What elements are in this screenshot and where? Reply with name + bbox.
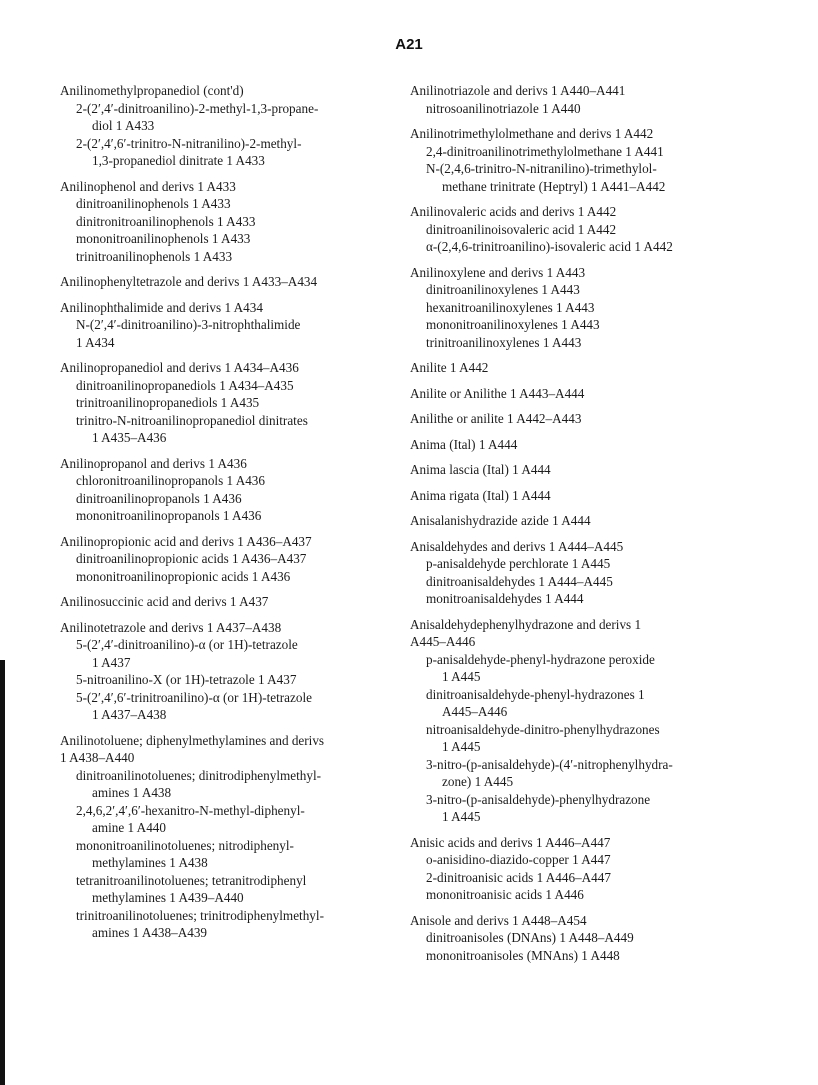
index-subentry-line: 1 A445	[442, 739, 481, 754]
index-subentry-line: methylamines 1 A438	[92, 855, 208, 870]
index-subentry-line: hexanitroanilinoxylenes 1 A443	[426, 299, 595, 315]
index-heading-line: Anilinopropanol and derivs 1 A436	[60, 455, 247, 471]
index-entry	[410, 461, 805, 479]
index-subentry-line: N-(2,4,6-trinitro-N-nitranilino)-trimethylol-	[426, 161, 657, 176]
index-subentry-line: amines 1 A438	[92, 785, 172, 800]
index-heading-line: Anilinoxylene and derivs 1 A443	[410, 264, 586, 280]
index-heading-line: Anilite or Anilithe 1 A443–A444	[410, 385, 585, 401]
index-subentry-line: trinitroanilinoxylenes 1 A443	[426, 334, 582, 350]
index-entry	[60, 178, 395, 266]
index-subentry-line: 1 A445	[442, 669, 481, 684]
index-entry	[410, 487, 805, 505]
index-subentry-line: o-anisidino-diazido-copper 1 A447	[426, 852, 611, 867]
index-subentry-line: dinitroanilinotoluenes; dinitrodiphenylmethyl-	[76, 767, 322, 783]
index-heading-line: Anilinovaleric acids and derivs 1 A442	[410, 204, 617, 219]
index-entry	[60, 593, 395, 611]
index-subentry-line: amine 1 A440	[92, 820, 166, 835]
index-entry	[60, 82, 395, 170]
index-entry	[410, 538, 805, 608]
index-subentry-line: 5-(2′,4′,6′-trinitroanilino)-α (or 1H)-tetrazole	[76, 689, 313, 705]
index-heading-line: Anilinotoluene; diphenylmethylamines and derivs	[60, 732, 325, 748]
index-subentry-line: 1 A437–A438	[92, 707, 167, 722]
index-entry	[410, 616, 805, 826]
index-entry	[60, 299, 395, 352]
index-entry	[410, 385, 805, 403]
index-heading-line: Anilinotriazole and derivs 1 A440–A441	[410, 83, 626, 98]
index-subentry-line: zone) 1 A445	[442, 774, 514, 789]
index-heading-line: Anilinophenyltetrazole and derivs 1 A433–A434	[60, 274, 318, 289]
index-subentry-line: 5-(2′,4′-dinitroanilino)-α (or 1H)-tetrazole	[76, 637, 298, 652]
index-subentry-line: nitroanisaldehyde-dinitro-phenylhydrazones	[426, 721, 660, 737]
index-heading-line: 1 A438–A440	[60, 750, 135, 765]
index-entry	[410, 359, 805, 377]
index-heading-line: Anilite 1 A442	[410, 360, 489, 375]
index-entry	[410, 912, 805, 965]
index-subentry-line: monitroanisaldehydes 1 A444	[426, 591, 584, 606]
index-subentry-line: methylamines 1 A439–A440	[92, 890, 244, 905]
index-entry	[410, 125, 805, 195]
left-index-column	[60, 82, 395, 950]
index-entry	[410, 512, 805, 530]
index-heading-line: Anisaldehydephenylhydrazone and derivs 1	[410, 616, 642, 632]
index-subentry-line: p-anisaldehyde-phenyl-hydrazone peroxide	[426, 651, 655, 667]
index-subentry-line: trinitroanilinopropanediols 1 A435	[76, 395, 260, 410]
index-subentry-line: trinitro-N-nitroanilinopropanediol dinitrates	[76, 412, 308, 428]
index-heading-line: Anilinomethylpropanediol (cont'd)	[60, 83, 244, 98]
index-heading-line: Anima (Ital) 1 A444	[410, 436, 518, 452]
index-entry	[60, 619, 395, 724]
index-entry	[410, 264, 805, 352]
index-subentry-line: trinitroanilinophenols 1 A433	[76, 248, 233, 264]
index-subentry-line: dinitroanilinoxylenes 1 A443	[426, 282, 580, 297]
index-subentry-line: mononitroanisic acids 1 A446	[426, 887, 584, 902]
index-entry	[60, 359, 395, 447]
index-entry	[410, 834, 805, 904]
index-subentry-line: 1,3-propanediol dinitrate 1 A433	[92, 153, 265, 168]
index-heading-line: Anisaldehydes and derivs 1 A444–A445	[410, 538, 624, 554]
index-subentry-line: diol 1 A433	[92, 118, 155, 133]
index-subentry-line: A445–A446	[442, 704, 508, 719]
index-heading-line: Anima rigata (Ital) 1 A444	[410, 487, 551, 503]
index-subentry-line: 2-dinitroanisic acids 1 A446–A447	[426, 869, 611, 885]
index-subentry-line: mononitroanilinopropionic acids 1 A436	[76, 568, 291, 584]
index-subentry-line: dinitroanilinopropanols 1 A436	[76, 490, 242, 506]
index-subentry-line: amines 1 A438–A439	[92, 925, 208, 940]
index-subentry-line: 5-nitroanilino-X (or 1H)-tetrazole 1 A437	[76, 672, 297, 687]
index-subentry-line: nitrosoanilinotriazole 1 A440	[426, 100, 581, 116]
index-heading-line: Anilinotrimethylolmethane and derivs 1 A442	[410, 126, 654, 141]
index-subentry-line: dinitroanisaldehyde-phenyl-hydrazones 1	[426, 686, 645, 702]
index-entry	[60, 455, 395, 525]
index-subentry-line: dinitronitroanilinophenols 1 A433	[76, 213, 256, 229]
index-heading-line: Anilinopropanediol and derivs 1 A434–A436	[60, 360, 299, 375]
right-index-column	[410, 82, 805, 972]
scan-edge-shadow	[0, 660, 5, 1085]
page-number-heading: A21	[395, 36, 423, 53]
index-subentry-line: dinitroanilinoisovaleric acid 1 A442	[426, 221, 617, 237]
index-subentry-line: chloronitroanilinopropanols 1 A436	[76, 473, 265, 488]
index-subentry-line: dinitroanilinophenols 1 A433	[76, 196, 231, 211]
index-subentry-line: dinitroanisaldehydes 1 A444–A445	[426, 573, 613, 589]
index-entry	[410, 436, 805, 454]
index-entry	[410, 82, 805, 117]
index-subentry-line: N-(2′,4′-dinitroanilino)-3-nitrophthalimide	[76, 317, 301, 332]
index-subentry-line: 1 A434	[76, 334, 115, 350]
index-subentry-line: 2,4,6,2′,4′,6′-hexanitro-N-methyl-diphenyl-	[76, 802, 305, 818]
index-heading-line: A445–A446	[410, 634, 476, 649]
index-subentry-line: trinitroanilinotoluenes; trinitrodiphenylmethyl-	[76, 907, 324, 923]
index-subentry-line: p-anisaldehyde perchlorate 1 A445	[426, 556, 611, 571]
index-subentry-line: mononitroanilinophenols 1 A433	[76, 231, 251, 246]
index-subentry-line: 1 A445	[442, 809, 481, 824]
index-subentry-line: tetranitroanilinotoluenes; tetranitrodiphenyl	[76, 872, 307, 888]
index-subentry-line: dinitroanilinopropanediols 1 A434–A435	[76, 377, 294, 393]
index-heading-line: Anilinophenol and derivs 1 A433	[60, 178, 236, 194]
index-heading-line: Anisic acids and derivs 1 A446–A447	[410, 834, 611, 850]
index-heading-line: Anilinosuccinic acid and derivs 1 A437	[60, 594, 269, 609]
index-subentry-line: mononitroanisoles (MNAns) 1 A448	[426, 947, 620, 963]
index-subentry-line: 1 A435–A436	[92, 430, 167, 445]
index-heading-line: Anilinopropionic acid and derivs 1 A436–A437	[60, 533, 312, 549]
index-subentry-line: 3-nitro-(p-anisaldehyde)-phenylhydrazone	[426, 791, 651, 807]
index-subentry-line: 2,4-dinitroanilinotrimethylolmethane 1 A441	[426, 143, 664, 159]
index-subentry-line: 3-nitro-(p-anisaldehyde)-(4′-nitrophenylhydra-	[426, 756, 673, 772]
index-subentry-line: mononitroanilinoxylenes 1 A443	[426, 317, 600, 332]
index-subentry-line: mononitroanilinopropanols 1 A436	[76, 508, 262, 523]
index-subentry-line: dinitroanisoles (DNAns) 1 A448–A449	[426, 930, 634, 945]
index-heading-line: Anilinophthalimide and derivs 1 A434	[60, 299, 263, 315]
index-heading-line: Anisalanishydrazide azide 1 A444	[410, 513, 591, 528]
index-subentry-line: dinitroanilinopropionic acids 1 A436–A437	[76, 551, 307, 566]
index-heading-line: Anilinotetrazole and derivs 1 A437–A438	[60, 619, 282, 635]
index-entry	[60, 732, 395, 942]
index-subentry-line: mononitroanilinotoluenes; nitrodiphenyl-	[76, 837, 294, 853]
index-heading-line: Anima lascia (Ital) 1 A444	[410, 462, 551, 477]
index-entry	[60, 273, 395, 291]
index-subentry-line: α-(2,4,6-trinitroanilino)-isovaleric acid 1 A442	[426, 239, 673, 254]
index-heading-line: Anisole and derivs 1 A448–A454	[410, 912, 587, 928]
index-entry	[410, 410, 805, 428]
index-subentry-line: 2-(2′,4′,6′-trinitro-N-nitranilino)-2-methyl-	[76, 135, 302, 151]
index-entry	[410, 203, 805, 256]
index-heading-line: Anilithe or anilite 1 A442–A443	[410, 411, 582, 426]
index-entry	[60, 533, 395, 586]
index-subentry-line: 2-(2′,4′-dinitroanilino)-2-methyl-1,3-propane-	[76, 100, 319, 116]
index-subentry-line: 1 A437	[92, 654, 131, 670]
index-subentry-line: methane trinitrate (Heptryl) 1 A441–A442	[442, 178, 666, 194]
